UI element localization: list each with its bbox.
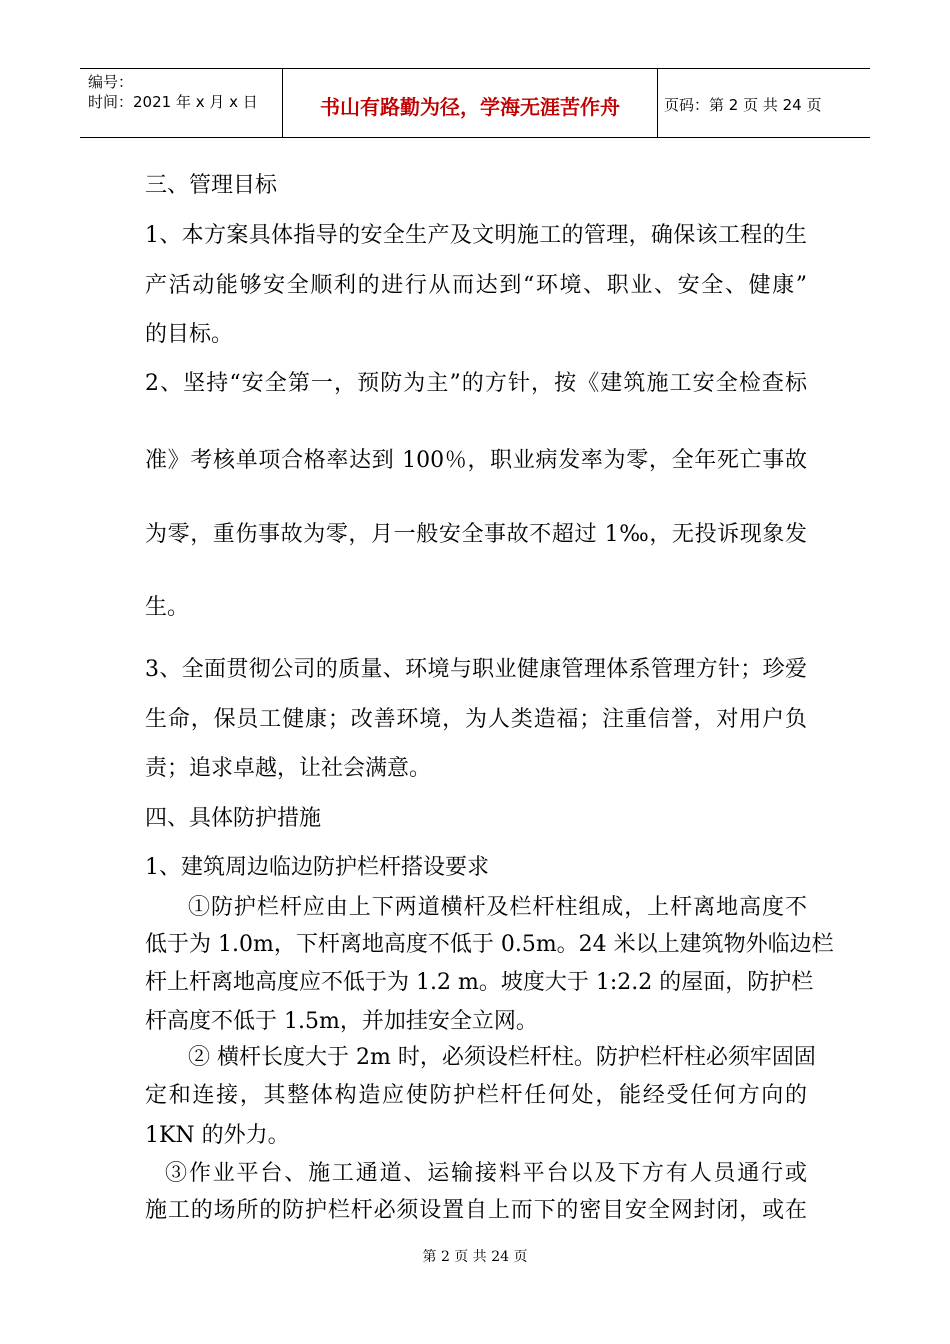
section-heading: 三、管理目标 [145,173,278,198]
paragraph-line: 生。 [145,595,190,620]
header-page-cell [658,69,870,137]
section-heading: 四、具体防护措施 [145,806,322,831]
header-meta-cell [80,69,283,137]
paragraph-line: ② 横杆长度大于 2m 时，必须设栏杆柱。防护栏杆柱必须牢固固 [188,1045,816,1070]
paragraph-line: 责；追求卓越，让社会满意。 [145,756,432,781]
header-page-info: 页码：第 2 页 共 24 页 [664,96,822,114]
paragraph-line: ①防护栏杆应由上下两道横杆及栏杆柱组成，上杆离地高度不 [188,895,807,920]
document-date-label: 时间：2021 年 x 月 x 日 [88,93,258,111]
paragraph-line: 低于为 1.0m，下杆离地高度不低于 0.5m。24 米以上建筑物外临边栏 [145,932,834,957]
paragraph-line: 的目标。 [145,322,234,347]
paragraph-line: 定和连接，其整体构造应使防护栏杆任何处，能经受任何方向的 [145,1083,807,1108]
paragraph-line: 1KN 的外力。 [145,1123,290,1148]
paragraph-line: 3、全面贯彻公司的质量、环境与职业健康管理体系管理方针；珍爱 [145,657,807,682]
paragraph-line: ③作业平台、施工通道、运输接料平台以及下方有人员通行或 [165,1161,807,1186]
document-header [80,68,870,138]
paragraph-line: 准》考核单项合格率达到 100％，职业病发率为零，全年死亡事故 [145,448,807,473]
paragraph-line: 杆上杆离地高度应不低于为 1.2 m。坡度大于 1:2.2 的屋面，防护栏 [145,970,814,995]
document-number-label: 编号： [88,73,134,91]
paragraph-line: 杆高度不低于 1.5m，并加挂安全立网。 [145,1009,538,1034]
paragraph-line: 产活动能够安全顺利的进行从而达到“环境、职业、安全、健康” [145,273,807,298]
paragraph-line: 生命，保员工健康；改善环境，为人类造福；注重信誉，对用户负 [145,707,807,732]
paragraph-line: 施工的场所的防护栏杆必须设置自上而下的密目安全网封闭，或在 [145,1198,807,1223]
header-motto-cell [283,69,658,137]
paragraph-line: 2、坚持“安全第一，预防为主”的方针，按《建筑施工安全检查标 [145,371,807,396]
paragraph-line: 为零，重伤事故为零，月一般安全事故不超过 1‰，无投诉现象发 [145,522,807,547]
paragraph-line: 1、本方案具体指导的安全生产及文明施工的管理，确保该工程的生 [145,223,807,248]
header-motto: 书山有路勤为径，学海无涯苦作舟 [320,95,620,119]
page-footer: 第 2 页 共 24 页 [422,1249,528,1265]
subsection-heading: 1、建筑周边临边防护栏杆搭设要求 [145,855,489,880]
